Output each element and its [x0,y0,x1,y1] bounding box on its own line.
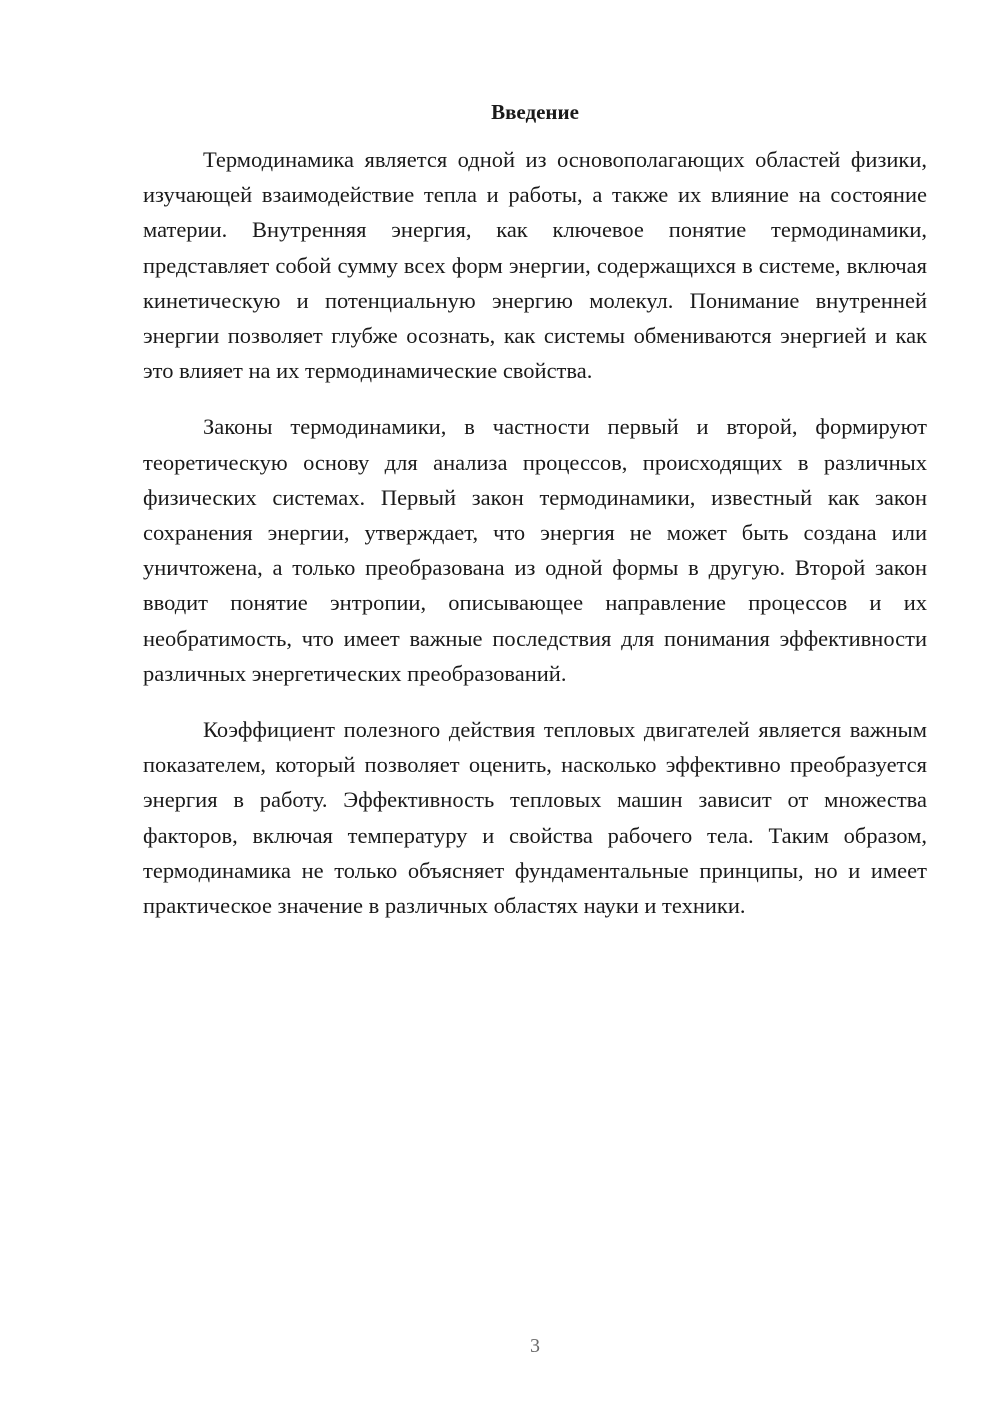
paragraph-3: Коэффициент полезного действия тепловых двигателей является важным показателем, который позволяет оценить, насколько эффективно преобразуется энергия в работу. Эффективность тепловых машин зависит от множества факторов, включая температуру и свойства рабочего тела. Таким образом, термодинамика не только объясняет фундаментальные принципы, но и имеет практическое значение в различных областях науки и техники. [143,717,927,919]
section-title: Введение [491,100,579,124]
body-text [143,142,927,944]
page-number: 3 [530,1335,540,1357]
paragraph-1: Термодинамика является одной из основополагающих областей физики, изучающей взаимодействие тепла и работы, а также их влияние на состояние материи. Внутренняя энергия, как ключевое понятие термодинамики, представляет собой сумму всех форм энергии, содержащихся в системе, включая кинетическую и потенциальную энергию молекул. Понимание внутренней энергии позволяет глубже осознать, как системы обмениваются энергией и как это влияет на их термодинамические свойства. [143,147,927,384]
paragraph-2: Законы термодинамики, в частности первый и второй, формируют теоретическую основу для анализа процессов, происходящих в различных физических системах. Первый закон термодинамики, известный как закон сохранения энергии, утверждает, что энергия не может быть создана или уничтожена, а только преобразована из одной формы в другую. Второй закон вводит понятие энтропии, описывающее направление процессов и их необратимость, что имеет важные последствия для понимания эффективности различных энергетических преобразований. [143,414,927,686]
